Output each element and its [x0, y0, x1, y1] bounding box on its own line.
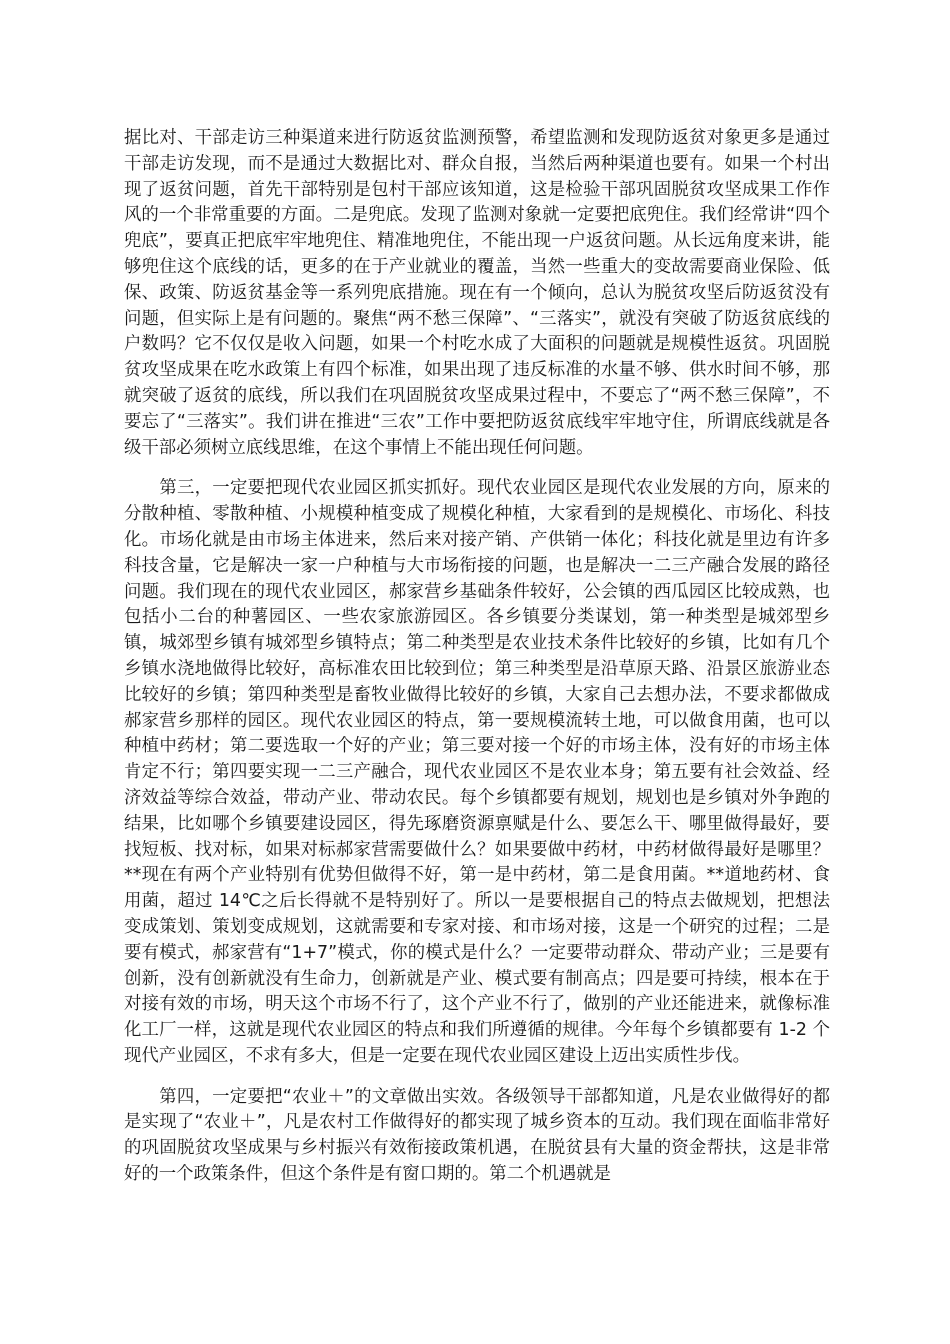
paragraph-monitoring-and-safety-net: 据比对、干部走访三种渠道来进行防返贫监测预警，希望监测和发现防返贫对象更多是通过干部走访发现，而不是通过大数据比对、群众自报，当然后两种渠道也要有。如果一个村出现了返贫问题，首先干部特别是包村干部应该知道，这是检验干部巩固脱贫攻坚成果工作作风的一个非常重要的方面。二是兜底。发现了监测对象就一定要把底兜住。我们经常讲“四个兜底”，要真正把底牢牢地兜住、精准地兜住，不能出现一户返贫问题。从长远角度来讲，能够兜住这个底线的话，更多的在于产业就业的覆盖，当然一些重大的变故需要商业保险、低保、政策、防返贫基金等一系列兜底措施。现在有一个倾向，总认为脱贫攻坚后防返贫没有问题，但实际上是有问题的。聚焦“两不愁三保障”、“三落实”，就没有突破了防返贫底线的户数吗？它不仅仅是收入问题，如果一个村吃水成了大面积的问题就是规模性返贫。巩固脱贫攻坚成果在吃水政策上有四个标准，如果出现了违反标准的水量不够、供水时间不够，那就突破了返贫的底线，所以我们在巩固脱贫攻坚成果过程中，不要忘了“两不愁三保障”，不要忘了“三落实”。我们讲在推进“三农”工作中要把防返贫底线牢牢地守住，所谓底线就是各级干部必须树立底线思维，在这个事情上不能出现任何问题。	[124, 128, 830, 458]
document-body	[124, 126, 830, 1188]
paragraph-third-modern-agricultural-parks: 第三，一定要把现代农业园区抓实抓好。现代农业园区是现代农业发展的方向，原来的分散种植、零散种植、小规模种植变成了规模化种植，大家看到的是规模化、市场化、科技化。市场化就是由市场主体进来，然后来对接产销、产供销一体化；科技化就是里边有许多科技含量，它是解决一家一户种植与大市场衔接的问题，也是解决一二三产融合发展的路径问题。我们现在的现代农业园区，郝家营乡基础条件较好，公会镇的西瓜园区比较成熟，也包括小二台的种薯园区、一些农家旅游园区。各乡镇要分类谋划，第一种类型是城郊型乡镇，城郊型乡镇有城郊型乡镇特点；第二种类型是农业技术条件比较好的乡镇，比如有几个乡镇水浇地做得比较好，高标准农田比较到位；第三种类型是沿草原天路、沿景区旅游业态比较好的乡镇；第四种类型是畜牧业做得比较好的乡镇，大家自己去想办法，不要求都做成郝家营乡那样的园区。现代农业园区的特点，第一要规模流转土地，可以做食用菌，也可以种植中药材；第二要选取一个好的产业；第三要对接一个好的市场主体，没有好的市场主体肯定不行；第四要实现一二三产融合，现代农业园区不是农业本身；第五要有社会效益、经济效益等综合效益，带动产业、带动农民。每个乡镇都要有规划，规划也是乡镇对外争跑的结果，比如哪个乡镇要建设园区，得先琢磨资源禀赋是什么、要怎么干、哪里做得最好，要找短板、找对标，如果对标郝家营需要做什么？如果要做中药材，中药材做得最好是哪里？**现在有两个产业特别有优势但做得不好，第一是中药材，第二是食用菌。**道地药材、食用菌，超过 14℃之后长得就不是特别好了。所以一是要根据自己的特点去做规划，把想法变成策划、策划变成规划，这就需要和专家对接、和市场对接，这是一个研究的过程；二是要有模式，郝家营有“1+7”模式，你的模式是什么？一定要带动群众、带动产业；三是要有创新，没有创新就没有生命力，创新就是产业、模式要有制高点；四是要可持续，根本在于对接有效的市场，明天这个市场不行了，这个产业不行了，做别的产业还能进来，就像标准化工厂一样，这就是现代农业园区的特点和我们所遵循的规律。今年每个乡镇都要有 1-2 个现代产业园区，不求有多大，但是一定要在现代农业园区建设上迈出实质性步伐。	[124, 478, 830, 1066]
paragraph-fourth-agriculture-plus: 第四，一定要把“农业＋”的文章做出实效。各级领导干部都知道，凡是农业做得好的都是实现了“农业＋”，凡是农村工作做得好的都实现了城乡资本的互动。我们现在面临非常好的巩固脱贫攻坚成果与乡村振兴有效衔接政策机遇，在脱贫县有大量的资金帮扶，这是非常好的一个政策条件，但这个条件是有窗口期的。第二个机遇就是	[124, 1086, 830, 1185]
